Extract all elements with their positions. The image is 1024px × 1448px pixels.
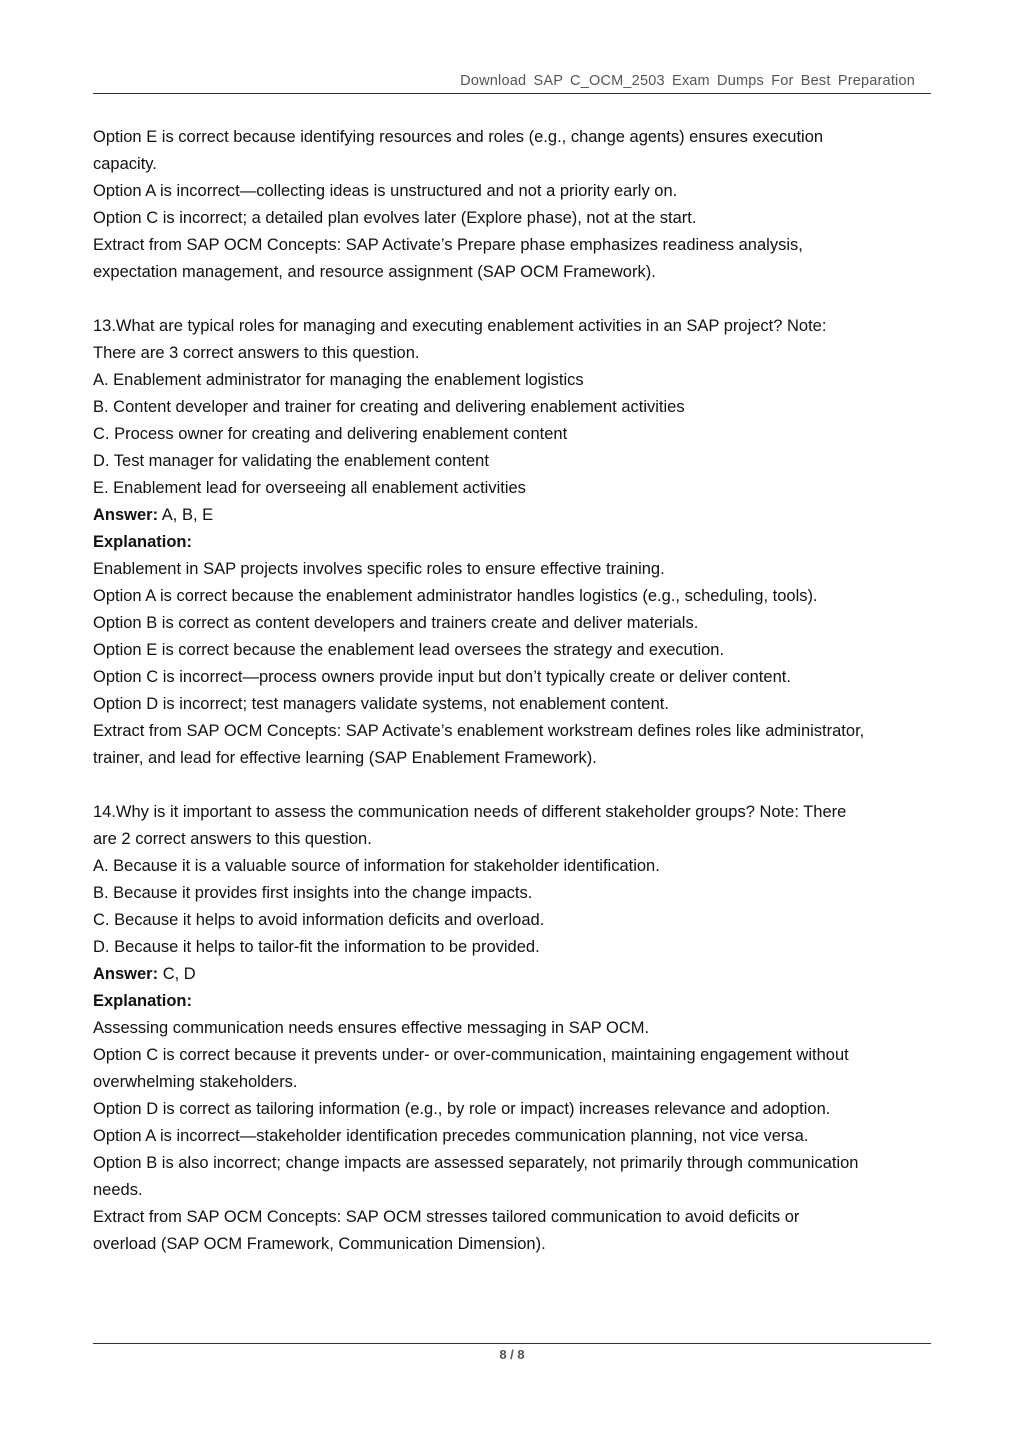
explanation-line: Option E is correct because the enablement lead oversees the strategy and execution. <box>93 641 725 659</box>
explanation-line: Enablement in SAP projects involves specific roles to ensure effective training. <box>93 560 665 578</box>
explanation-line: trainer, and lead for effective learning (SAP Enablement Framework). <box>93 749 597 767</box>
explanation-line: Option A is incorrect—stakeholder identification precedes communication planning, not vice versa. <box>93 1127 809 1145</box>
explanation-line: Extract from SAP OCM Concepts: SAP OCM stresses tailored communication to avoid deficits or <box>93 1208 800 1226</box>
text-line: expectation management, and resource assignment (SAP OCM Framework). <box>93 263 656 281</box>
explanation-line: overload (SAP OCM Framework, Communication Dimension). <box>93 1235 546 1253</box>
explanation-line: Extract from SAP OCM Concepts: SAP Activate’s enablement workstream defines roles like administrator, <box>93 722 865 740</box>
explanation-line: Assessing communication needs ensures effective messaging in SAP OCM. <box>93 1019 650 1037</box>
section-spacer <box>93 772 933 799</box>
explanation-label: Explanation: <box>93 533 193 551</box>
answer-option: A. Because it is a valuable source of information for stakeholder identification. <box>93 857 660 875</box>
question-text: 13.What are typical roles for managing and executing enablement activities in an SAP project? Note: <box>93 317 827 335</box>
explanation-label: Explanation: <box>93 992 193 1010</box>
question-text: There are 3 correct answers to this question. <box>93 344 420 362</box>
answer-option: B. Because it provides first insights into the change impacts. <box>93 884 533 902</box>
page-content <box>93 124 933 1258</box>
explanation-line: Option C is correct because it prevents under- or over-communication, maintaining engagement without <box>93 1046 849 1064</box>
answer-value: A, B, E <box>158 506 214 524</box>
answer-option: D. Because it helps to tailor-fit the information to be provided. <box>93 938 540 956</box>
answer-label: Answer: <box>93 506 159 524</box>
explanation-line: Option B is also incorrect; change impacts are assessed separately, not primarily through communication <box>93 1154 859 1172</box>
question-13 <box>93 313 933 772</box>
question-14 <box>93 799 933 1258</box>
explanation-line: Option A is correct because the enablement administrator handles logistics (e.g., scheduling, tools). <box>93 587 818 605</box>
answer-option: E. Enablement lead for overseeing all enablement activities <box>93 479 526 497</box>
answer-line <box>93 502 933 529</box>
explanation-line: Option D is correct as tailoring information (e.g., by role or impact) increases relevance and adoption. <box>93 1100 831 1118</box>
text-line: Option A is incorrect—collecting ideas is unstructured and not a priority early on. <box>93 182 678 200</box>
answer-option: A. Enablement administrator for managing the enablement logistics <box>93 371 584 389</box>
explanation-line: Option B is correct as content developers and trainers create and deliver materials. <box>93 614 699 632</box>
text-line: Option E is correct because identifying resources and roles (e.g., change agents) ensures execution <box>93 128 824 146</box>
page-header-title: Download SAP C_OCM_2503 Exam Dumps For Best Preparation <box>460 73 915 89</box>
answer-label: Answer: <box>93 965 159 983</box>
explanation-line: Option D is incorrect; test managers validate systems, not enablement content. <box>93 695 669 713</box>
text-line: capacity. <box>93 155 157 173</box>
footer-divider <box>93 1343 931 1344</box>
answer-option: C. Process owner for creating and delivering enablement content <box>93 425 568 443</box>
answer-option: B. Content developer and trainer for creating and delivering enablement activities <box>93 398 685 416</box>
answer-line <box>93 961 933 988</box>
explanation-line: Option C is incorrect—process owners provide input but don’t typically create or deliver content. <box>93 668 791 686</box>
question-text: 14.Why is it important to assess the communication needs of different stakeholder groups? Note: There <box>93 803 847 821</box>
explanation-line: overwhelming stakeholders. <box>93 1073 298 1091</box>
question-text: are 2 correct answers to this question. <box>93 830 372 848</box>
page-number: 8 / 8 <box>499 1347 525 1362</box>
answer-option: D. Test manager for validating the enablement content <box>93 452 489 470</box>
header-divider <box>93 93 931 94</box>
text-line: Extract from SAP OCM Concepts: SAP Activate’s Prepare phase emphasizes readiness analysis, <box>93 236 803 254</box>
answer-option: C. Because it helps to avoid information deficits and overload. <box>93 911 545 929</box>
answer-value: C, D <box>158 965 196 983</box>
explanation-line: needs. <box>93 1181 143 1199</box>
text-line: Option C is incorrect; a detailed plan evolves later (Explore phase), not at the start. <box>93 209 697 227</box>
section-spacer <box>93 286 933 313</box>
intro-section <box>93 124 933 286</box>
